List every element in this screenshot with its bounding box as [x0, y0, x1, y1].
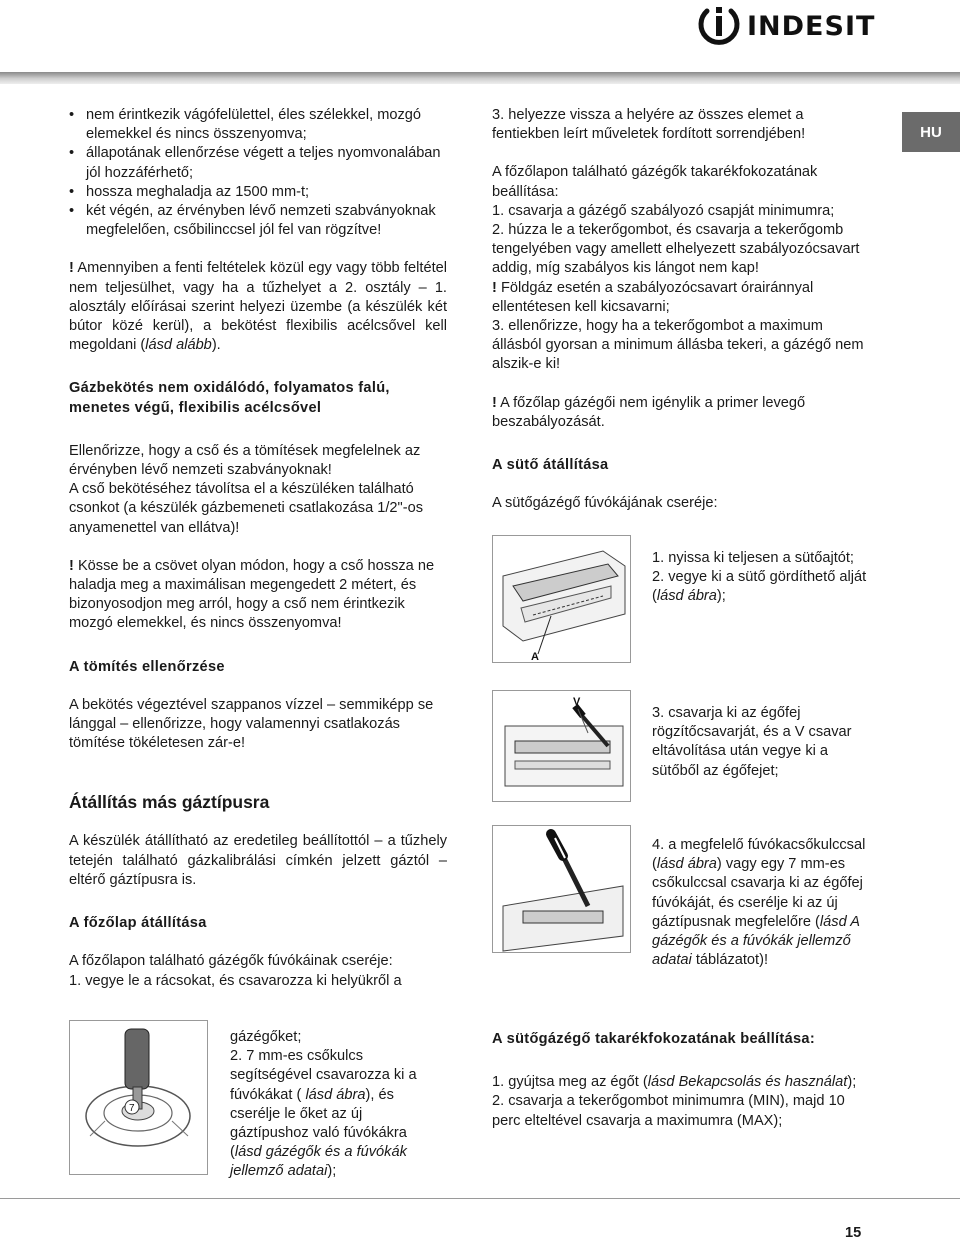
page-number: 15 [845, 1225, 862, 1240]
brand-logo [697, 2, 875, 48]
warning-icon: ! [69, 557, 74, 574]
warning-paragraph: ! Amennyiben a fenti feltételek közül egy vagy több feltétel nem teljesülhet, vagy ha a tűzhelyet a 2. osztály – 1. alosztály előírásai szerint helyezi üzembe (a készülék két bútor közé kerül), a bekötést flexibilis acélcsővel kell megoldani (lásd alább). [69, 260, 447, 354]
oven-steps-2 [652, 704, 872, 781]
step-2: 2. 7 mm-es csőkulcs segítségével csavarozza ki a fúvókákat ( lásd ábra), és cserélje le őket az új gáztípushoz való fúvókákra (lásd gázégők és a fúvókák jellemző adatai); [230, 1048, 417, 1180]
burner-screw-figure [492, 690, 631, 802]
heading-oven-conversion: A sütő átállítása [492, 457, 609, 474]
indesit-logo-icon [697, 3, 741, 47]
nozzle-wrench-figure [492, 825, 631, 953]
step: 3. ellenőrizze, hogy ha a tekerőgombot a maximum állásból gyorsan a minimum állásba tekeri, a gázégő nem alszik-e ki! [492, 318, 864, 373]
paragraph: A főzőlapon található gázégők fúvókáinak cseréje: [69, 953, 393, 970]
warning-icon: ! [492, 279, 497, 296]
step-2: 2. vegye ki a sütő gördíthető alját (lásd ábra); [652, 569, 867, 605]
step-1-cont: gázégőket; [230, 1029, 302, 1045]
oven-steps-3 [652, 836, 872, 970]
warning-paragraph: ! Földgáz esetén a szabályozócsavart órairánnyal ellentétesen kell kicsavarni; [492, 279, 814, 315]
left-column [69, 106, 447, 991]
right-column [492, 106, 874, 513]
paragraph: Ellenőrizze, hogy a cső és a tömítések megfelelnek az érvényben lévő nemzeti szabványoknak! [69, 442, 421, 479]
heading-gas-connection: Gázbekötés nem oxidálódó, folyamatos falú, menetes végű, flexibilis acélcsővel [69, 380, 390, 416]
heading-hob-conversion: A főzőlap átállítása [69, 915, 207, 932]
list-item: • nem érintkezik vágófelülettel, éles szélekkel, mozgó elemekkel és nincs összenyomva; [69, 106, 447, 144]
step-1: 1. nyissa ki teljesen a sütőajtót; [652, 550, 854, 566]
paragraph: A készülék átállítható az eredetileg beállítottól – a tűzhely tetején található gázkalibrálási címkén jelzett gáztól – eltérő gáztípusra is. [69, 833, 447, 888]
heading-oven-min: A sütőgázégő takarékfokozatának beállítása: [492, 1031, 815, 1047]
hob-steps [230, 1028, 440, 1182]
list-item: • két végén, az érvényben lévő nemzeti szabványoknak megfelelően, csőbilinccsel jól fel van rögzítve! [69, 202, 447, 240]
step-1: 1. gyújtsa meg az égőt (lásd Bekapcsolás és használat); [492, 1074, 857, 1091]
requirements-list [69, 106, 447, 240]
warning-icon: ! [492, 394, 497, 411]
paragraph: A bekötés végeztével szappanos vízzel – semmiképp se lánggal – ellenőrizze, hogy valamennyi csatlakozás tömítése tökéletesen zár-e! [69, 696, 434, 752]
figure-label: 7 [129, 1103, 135, 1114]
heading-conversion: Átállítás más gáztípusra [69, 792, 270, 813]
warning-paragraph: ! Kösse be a csövet olyan módon, hogy a cső hossza ne haladja meg a maximálisan megengedett 2 métert, és bizonyosodjon meg arról, hogy a cső nem érintkezik mozgó elemekkel, és nincs összenyomva! [69, 557, 435, 632]
heading-hob-min: A főzőlapon található gázégők takarékfokozatának beállítása: [492, 164, 818, 200]
hob-nozzle-figure [69, 1020, 208, 1175]
step-2: 2. csavarja a tekerőgombot minimumra (MIN), majd 10 perc elteltével csavarja a maximumra (MAX); [492, 1093, 845, 1129]
right-column-bottom [492, 1030, 874, 1131]
brand-name: INDESIT [747, 10, 876, 42]
figure-label: V [573, 696, 581, 708]
oven-steps-1 [652, 549, 872, 607]
warning-icon: ! [69, 260, 74, 277]
figure-label: A [531, 651, 539, 663]
list-item: • hossza meghaladja az 1500 mm-t; [69, 183, 447, 202]
header-bar [0, 72, 960, 84]
step-1: 1. vegye le a rácsokat, és csavarozza ki helyükről a [69, 972, 402, 989]
paragraph: A cső bekötéséhez távolítsa el a készüléken található csonkot (a készülék gázbemeneti csatlakozása 1/2"-os anyamenettel van ellátva)! [69, 481, 423, 536]
step: 1. csavarja a gázégő szabályozó csapját minimumra; [492, 202, 835, 219]
language-tab: HU [902, 112, 960, 152]
step-3: 3. csavarja ki az égőfej rögzítőcsavarját, és a V csavar eltávolítása után vegye ki a sütőből az égőfejet; [652, 705, 852, 779]
step: 2. húzza le a tekerőgombot, és csavarja a tekerőgomb tengelyében vagy amellett elhelyezett szabályozócsavart addig, míg szabályos kis lángot nem kap! [492, 222, 860, 277]
warning-paragraph: ! A főzőlap gázégői nem igénylik a primer levegő beszabályozását. [492, 394, 806, 430]
list-item: • állapotának ellenőrzése végett a teljes nyomvonalában jól hozzáférhető; [69, 144, 447, 182]
oven-drawer-figure [492, 535, 631, 663]
step-3: 3. helyezze vissza a helyére az összes elemet a fentiekben leírt műveletek fordított sorrendjében! [492, 107, 806, 143]
footer-divider [0, 1198, 960, 1199]
paragraph: A sütőgázégő fúvókájának cseréje: [492, 495, 718, 512]
heading-seal-check: A tömítés ellenőrzése [69, 658, 225, 675]
step-4: 4. a megfelelő fúvókacsőkulccsal (lásd ábra) vagy egy 7 mm-es csőkulccsal csavarja ki az égőfej fúvókáját, és cserélje ki az új gáztípusnak megfelelőre (lásd A gázégők és a fúvókák jellemző adatai táblázatot)! [652, 837, 866, 969]
